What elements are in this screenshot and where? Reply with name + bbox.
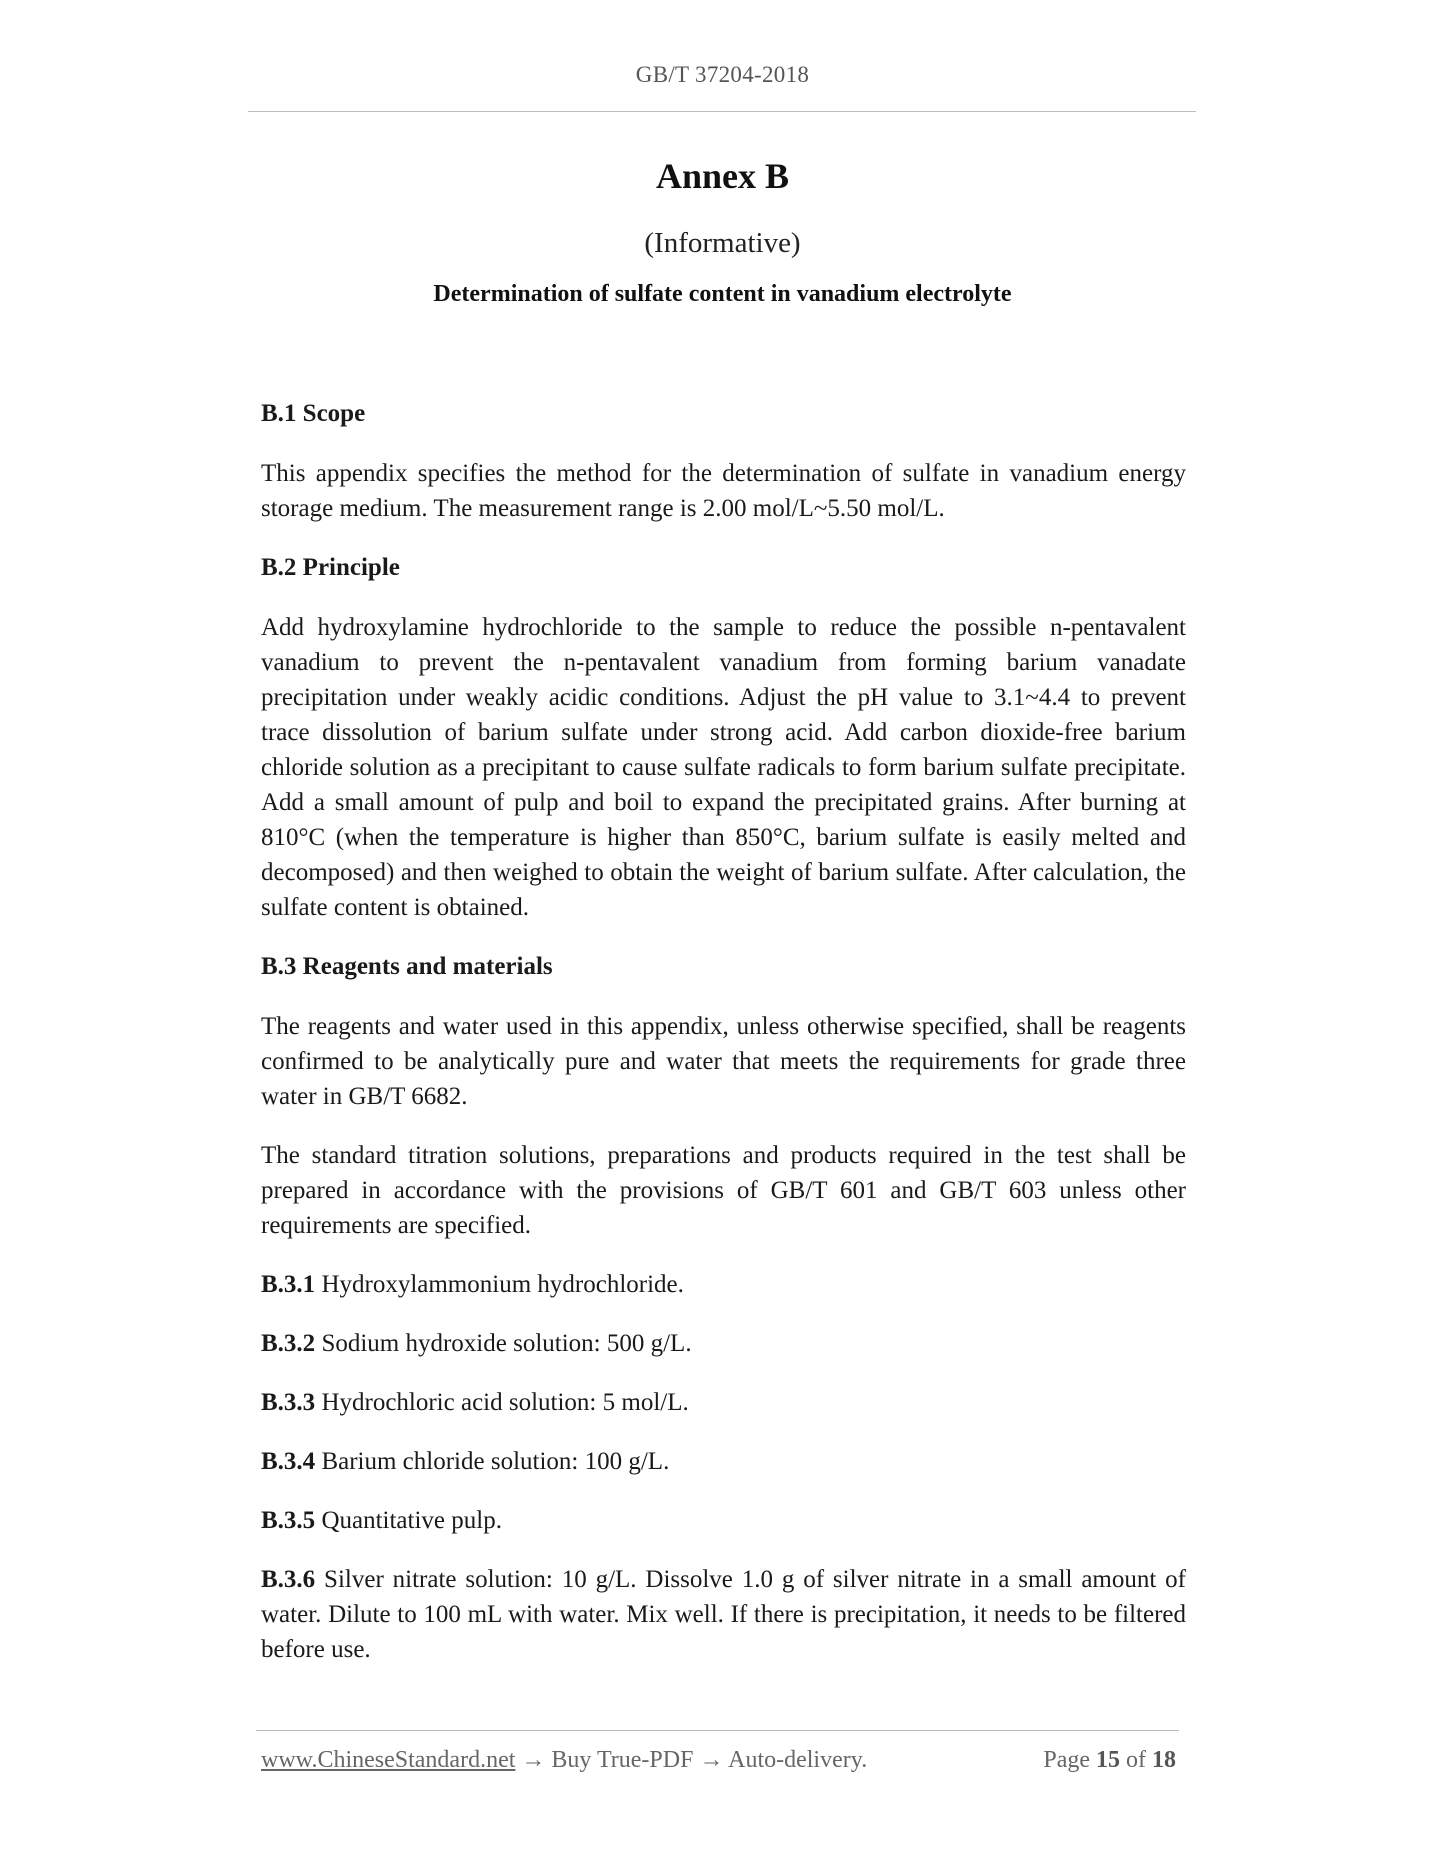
item-text: Silver nitrate solution: 10 g/L. Dissolve 1.0 g of silver nitrate in a small amount of water. Dilute to 100 mL with water. Mix well. If there is precipitation, it needs to be filtered before use. [261, 1566, 1186, 1663]
header-divider [248, 111, 1196, 112]
annex-type: (Informative) [644, 227, 801, 259]
chinese-standard-link[interactable]: www.ChineseStandard.net [261, 1747, 516, 1773]
item-number: B.3.1 [261, 1271, 316, 1298]
page-label: Page [1043, 1747, 1096, 1773]
reagents-paragraph-1: The reagents and water used in this appendix, unless otherwise specified, shall be reagents confirmed to be analytically pure and water that meets the requirements for grade three water in GB/T 6682. [261, 1013, 1186, 1110]
item-number: B.3.3 [261, 1389, 316, 1416]
footer-promo [261, 1747, 867, 1774]
reagent-item-b-3-5 [261, 1503, 1186, 1538]
reagent-item-b-3-6 [261, 1562, 1186, 1667]
item-text: Sodium hydroxide solution: 500 g/L. [315, 1330, 692, 1357]
scope-paragraph: This appendix specifies the method for the determination of sulfate in vanadium energy storage medium. The measurement range is 2.00 mol/L~5.50 mol/L. [261, 460, 1186, 522]
annex-title: Annex B [655, 156, 790, 196]
reagent-item-b-3-3 [261, 1385, 1186, 1420]
section-heading-reagents: B.3 Reagents and materials [261, 953, 553, 980]
item-text: Hydrochloric acid solution: 5 mol/L. [315, 1389, 689, 1416]
reagent-item-b-3-2 [261, 1326, 1186, 1361]
footer-promo-text: → Buy True-PDF → Auto-delivery. [515, 1747, 868, 1773]
reagent-item-b-3-4 [261, 1444, 1186, 1479]
section-heading-scope: B.1 Scope [261, 400, 366, 427]
annex-subtitle: Determination of sulfate content in vanadium electrolyte [433, 281, 1012, 307]
item-number: B.3.5 [261, 1507, 316, 1534]
total-pages-number: 18 [1152, 1747, 1176, 1773]
item-text: Barium chloride solution: 100 g/L. [315, 1448, 670, 1475]
of-label: of [1120, 1747, 1152, 1773]
reagents-paragraph-2: The standard titration solutions, preparations and products required in the test shall be prepared in accordance with the provisions of GB/T 601 and GB/T 603 unless other requirements are specified. [261, 1142, 1186, 1239]
item-text: Quantitative pulp. [315, 1507, 502, 1534]
document-body [261, 396, 1186, 1691]
item-number: B.3.2 [261, 1330, 316, 1357]
reagent-item-b-3-1 [261, 1267, 1186, 1302]
current-page-number: 15 [1096, 1747, 1120, 1773]
principle-paragraph: Add hydroxylamine hydrochloride to the sample to reduce the possible n-pentavalent vanadium to prevent the n-pentavalent vanadium from forming barium vanadate precipitation under weakly acidic conditions. Adjust the pH value to 3.1~4.4 to prevent trace dissolution of barium sulfate under strong acid. Add carbon dioxide-free barium chloride solution as a precipitant to cause sulfate radicals to form barium sulfate precipitate. Add a small amount of pulp and boil to expand the precipitated grains. After burning at 810°C (when the temperature is higher than 850°C, barium sulfate is easily melted and decomposed) and then weighed to obtain the weight of barium sulfate. After calculation, the sulfate content is obtained. [261, 614, 1186, 921]
item-number: B.3.4 [261, 1448, 316, 1475]
page-indicator [1043, 1747, 1176, 1774]
section-heading-principle: B.2 Principle [261, 554, 400, 581]
page-header-standard-code: GB/T 37204-2018 [635, 62, 810, 87]
item-number: B.3.6 [261, 1566, 316, 1593]
item-text: Hydroxylammonium hydrochloride. [315, 1271, 684, 1298]
footer-divider [256, 1730, 1179, 1731]
